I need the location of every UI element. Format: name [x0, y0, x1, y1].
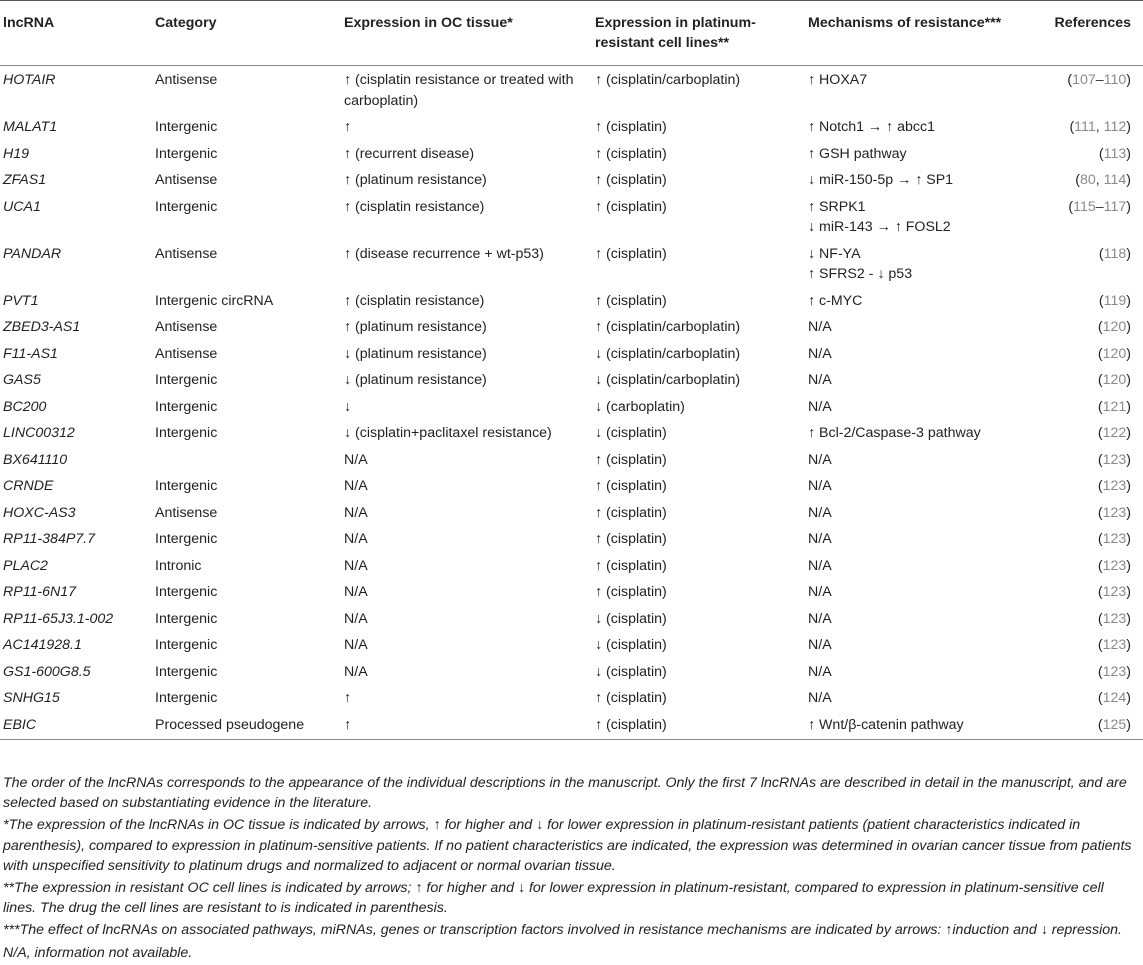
cell-mechanism: [805, 113, 1039, 140]
cell-category: Antisense: [155, 319, 218, 335]
cell-mechanism: [805, 66, 1039, 114]
mechanism-line: N/A: [808, 610, 832, 627]
cell-category: Intergenic: [155, 145, 218, 162]
cell-expression-tissue: ↑ (cisplatin resistance): [344, 198, 485, 215]
reference-separator: –: [1095, 198, 1104, 215]
cell-lncrna-name: HOTAIR: [3, 72, 56, 88]
table-row: [0, 631, 1143, 658]
cell-references: (113): [1098, 145, 1131, 162]
cell-lncrna-name: CRNDE: [3, 478, 54, 494]
table-row: [0, 166, 1143, 193]
cell-category: Intergenic circRNA: [155, 292, 274, 309]
table-row: [0, 240, 1143, 287]
cell-mechanism: [805, 446, 1039, 473]
mechanism-line: N/A: [808, 319, 832, 335]
cell-expression-tissue: ↑ (cisplatin resistance or treated with carboplatin): [344, 72, 574, 109]
mechanism-line: ↑ Bcl-2/Caspase-3 pathway: [808, 425, 981, 441]
cell-lncrna-name: GAS5: [3, 372, 41, 388]
mechanism-line: ↑ SRPK1: [808, 198, 866, 215]
cell-category: Intergenic: [155, 478, 218, 494]
cell-category: Processed pseudogene: [155, 716, 305, 733]
cell-category: Intergenic: [155, 198, 218, 215]
cell-mechanism: [805, 552, 1039, 579]
cell-expression-tissue: ↑: [344, 690, 352, 706]
cell-references: (107–110): [1067, 72, 1131, 88]
cell-category: Antisense: [155, 504, 218, 521]
footnote: ***The effect of lncRNAs on associated pathways, miRNAs, genes or transcription factors involved in resistance mechanisms are indicated by arrows: ↑induction and ↓ repression.: [3, 922, 1122, 939]
cell-expression-cell-lines: ↑ (cisplatin): [595, 531, 667, 547]
mechanism-line: N/A: [808, 451, 832, 468]
cell-expression-cell-lines: ↑ (cisplatin): [595, 690, 667, 706]
cell-references: (123): [1097, 637, 1131, 653]
header-mechanisms: Mechanisms of resistance***: [808, 15, 1002, 31]
table-row: [0, 313, 1143, 340]
reference-link[interactable]: 123: [1102, 531, 1127, 547]
table-row: [0, 193, 1143, 240]
table-row: [0, 578, 1143, 605]
reference-link[interactable]: 124: [1102, 690, 1127, 706]
header-expression-tissue: Expression in OC tissue*: [344, 15, 513, 31]
cell-expression-cell-lines: ↑ (cisplatin): [595, 478, 667, 494]
cell-expression-tissue: N/A: [344, 610, 368, 627]
header-category: Category: [155, 15, 217, 31]
cell-mechanism: [805, 313, 1039, 340]
cell-lncrna-name: ZBED3-AS1: [3, 319, 81, 335]
cell-category: Intergenic: [155, 690, 218, 706]
cell-lncrna-name: RP11-65J3.1-002: [3, 610, 114, 627]
footnote: The order of the lncRNAs corresponds to the appearance of the individual descriptions in the manuscript. Only the first 7 lncRNAs are described in detail in the manuscript, and are selected based on substantiating evidence in the literature.: [3, 775, 1127, 812]
cell-lncrna-name: BC200: [3, 398, 47, 415]
reference-link[interactable]: 111: [1074, 119, 1096, 135]
cell-expression-cell-lines: ↓ (cisplatin): [595, 637, 667, 653]
cell-mechanism: [805, 658, 1039, 685]
reference-link[interactable]: 123: [1102, 584, 1127, 600]
mechanism-line: ↑ HOXA7: [808, 72, 868, 88]
cell-lncrna-name: AC141928.1: [3, 637, 82, 653]
cell-references: (120): [1097, 319, 1131, 335]
cell-expression-tissue: N/A: [344, 478, 368, 494]
cell-expression-cell-lines: ↑ (cisplatin): [595, 584, 667, 600]
table-row: [0, 605, 1143, 632]
reference-link[interactable]: 112: [1103, 119, 1127, 135]
cell-expression-cell-lines: ↑ (cisplatin/carboplatin): [595, 72, 741, 88]
cell-lncrna-name: SNHG15: [3, 690, 60, 706]
cell-lncrna-name: ZFAS1: [3, 172, 47, 188]
cell-category: Intergenic: [155, 584, 218, 600]
reference-link[interactable]: 123: [1102, 504, 1127, 521]
mechanism-line: ↓ miR-143 → ↑ FOSL2: [808, 219, 951, 235]
table-row: [0, 711, 1143, 740]
table-row: [0, 658, 1143, 685]
cell-references: (124): [1097, 690, 1131, 706]
cell-references: (121): [1097, 398, 1131, 415]
header-row: [0, 1, 1143, 66]
cell-references: (123): [1097, 451, 1131, 468]
reference-link[interactable]: 123: [1102, 610, 1127, 627]
cell-mechanism: [805, 631, 1039, 658]
mechanism-line: ↑ SFRS2 - ↓ p53: [808, 266, 913, 282]
cell-lncrna-name: MALAT1: [3, 119, 58, 135]
cell-category: [152, 446, 341, 473]
table-row: [0, 419, 1143, 446]
cell-expression-tissue: ↑ (recurrent disease): [344, 145, 475, 162]
cell-references: (122): [1097, 425, 1131, 441]
cell-references: (123): [1097, 557, 1131, 574]
mechanism-line: N/A: [808, 690, 832, 706]
cell-references: (118): [1098, 245, 1131, 262]
footnote: **The expression in resistant OC cell lines is indicated by arrows; ↑ for higher and ↓ for lower expression in platinum-resistant, compared to expression in platinum-sensitive cell lines. The drug the cell lines are resistant to is indicated in parenthesis.: [3, 880, 1104, 917]
reference-separator: ,: [1095, 172, 1104, 188]
cell-mechanism: [805, 393, 1039, 420]
cell-expression-tissue: N/A: [344, 637, 368, 653]
cell-expression-tissue: ↑ (disease recurrence + wt-p53): [344, 245, 544, 262]
cell-expression-tissue: ↓: [344, 398, 352, 415]
mechanism-line: N/A: [808, 345, 832, 362]
reference-link[interactable]: 123: [1102, 478, 1127, 494]
cell-expression-tissue: ↑: [344, 716, 352, 733]
reference-link[interactable]: 114: [1103, 172, 1127, 188]
reference-link[interactable]: 121: [1102, 398, 1127, 415]
cell-category: Intergenic: [155, 663, 218, 680]
table-row: [0, 684, 1143, 711]
cell-mechanism: [805, 472, 1039, 499]
cell-expression-cell-lines: ↑ (cisplatin): [595, 172, 667, 188]
cell-mechanism: [805, 240, 1039, 287]
cell-expression-tissue: ↑ (platinum resistance): [344, 319, 487, 335]
cell-lncrna-name: H19: [3, 145, 30, 162]
cell-category: Antisense: [155, 172, 218, 188]
reference-link[interactable]: 120: [1102, 372, 1127, 388]
reference-link[interactable]: 113: [1103, 145, 1127, 162]
cell-expression-cell-lines: ↑ (cisplatin): [595, 145, 667, 162]
cell-category: Intergenic: [155, 610, 218, 627]
cell-expression-cell-lines: ↑ (cisplatin): [595, 292, 667, 309]
mechanism-line: N/A: [808, 398, 832, 415]
reference-link[interactable]: 122: [1102, 425, 1127, 441]
reference-link[interactable]: 107: [1072, 72, 1096, 88]
cell-category: Intergenic: [155, 119, 218, 135]
table-row: [0, 287, 1143, 314]
mechanism-line: ↑ Notch1 → ↑ abcc1: [808, 119, 935, 135]
cell-lncrna-name: RP11-384P7.7: [3, 531, 96, 547]
reference-separator: ,: [1095, 119, 1104, 135]
reference-link[interactable]: 80: [1079, 172, 1096, 188]
mechanism-line: N/A: [808, 478, 832, 494]
cell-lncrna-name: HOXC-AS3: [3, 504, 76, 521]
table-header: [0, 1, 1143, 66]
header-lncrna: lncRNA: [3, 15, 55, 31]
cell-expression-tissue: ↓ (platinum resistance): [344, 345, 487, 362]
cell-lncrna-name: BX641110: [3, 451, 68, 468]
cell-expression-cell-lines: ↑ (cisplatin): [595, 451, 667, 468]
table-body: [0, 66, 1143, 740]
table-row: [0, 140, 1143, 167]
reference-link[interactable]: 118: [1103, 245, 1127, 262]
mechanism-line: ↑ GSH pathway: [808, 145, 907, 162]
mechanism-line: N/A: [808, 584, 832, 600]
reference-link[interactable]: 117: [1103, 198, 1127, 215]
cell-expression-cell-lines: ↑ (cisplatin): [595, 557, 667, 574]
cell-expression-cell-lines: ↓ (carboplatin): [595, 398, 685, 415]
cell-expression-cell-lines: ↑ (cisplatin): [595, 198, 667, 215]
reference-separator: –: [1095, 72, 1104, 88]
cell-mechanism: [805, 605, 1039, 632]
table-row: [0, 340, 1143, 367]
cell-expression-cell-lines: ↑ (cisplatin): [595, 119, 667, 135]
mechanism-line: ↑ c-MYC: [808, 292, 863, 309]
footnote: N/A, information not available.: [3, 944, 193, 961]
cell-lncrna-name: GS1-600G8.5: [3, 663, 91, 680]
cell-references: (123): [1097, 663, 1131, 680]
cell-lncrna-name: EBIC: [3, 716, 37, 733]
reference-link[interactable]: 115: [1073, 198, 1096, 215]
cell-mechanism: [805, 578, 1039, 605]
cell-mechanism: [805, 340, 1039, 367]
cell-references: (80, 114): [1075, 172, 1131, 188]
cell-expression-tissue: N/A: [344, 557, 368, 574]
cell-references: (123): [1097, 610, 1131, 627]
cell-category: Intronic: [155, 557, 202, 574]
cell-expression-tissue: N/A: [344, 451, 368, 468]
cell-lncrna-name: PVT1: [3, 292, 39, 309]
mechanism-line: N/A: [808, 372, 832, 388]
cell-expression-tissue: ↓ (platinum resistance): [344, 372, 487, 388]
cell-lncrna-name: PLAC2: [3, 557, 48, 574]
cell-references: (115–117): [1068, 198, 1131, 215]
table-row: [0, 499, 1143, 526]
table-row: [0, 446, 1143, 473]
table-row: [0, 552, 1143, 579]
mechanism-line: ↓ miR-150-5p → ↑ SP1: [808, 172, 954, 188]
cell-expression-tissue: ↑: [344, 119, 352, 135]
table-row: [0, 525, 1143, 552]
mechanism-line: N/A: [808, 663, 832, 680]
cell-references: (125): [1097, 716, 1131, 733]
cell-expression-cell-lines: ↓ (cisplatin): [595, 663, 667, 680]
cell-expression-cell-lines: ↓ (cisplatin): [595, 425, 667, 441]
cell-expression-cell-lines: ↓ (cisplatin): [595, 610, 667, 627]
header-references: References: [1054, 15, 1131, 31]
table-row: [0, 113, 1143, 140]
reference-link[interactable]: 120: [1102, 345, 1127, 362]
cell-mechanism: [805, 684, 1039, 711]
reference-link[interactable]: 123: [1102, 557, 1127, 574]
reference-link[interactable]: 125: [1102, 716, 1127, 733]
reference-link[interactable]: 120: [1102, 319, 1127, 335]
cell-expression-cell-lines: ↓ (cisplatin/carboplatin): [595, 345, 741, 362]
mechanism-line: N/A: [808, 557, 832, 574]
cell-lncrna-name: PANDAR: [3, 245, 62, 262]
cell-expression-tissue: N/A: [344, 584, 368, 600]
cell-mechanism: [805, 499, 1039, 526]
mechanism-line: ↑ Wnt/β-catenin pathway: [808, 716, 964, 733]
cell-mechanism: [805, 711, 1039, 740]
header-expression-cell-lines: Expression in platinum-resistant cell lines**: [595, 15, 756, 51]
cell-expression-cell-lines: ↓ (cisplatin/carboplatin): [595, 372, 741, 388]
reference-link[interactable]: 119: [1103, 292, 1127, 309]
cell-category: Intergenic: [155, 425, 218, 441]
table-row: [0, 66, 1143, 114]
cell-references: (123): [1097, 504, 1131, 521]
cell-expression-cell-lines: ↑ (cisplatin): [595, 504, 667, 521]
cell-category: Intergenic: [155, 398, 218, 415]
cell-expression-cell-lines: ↑ (cisplatin): [595, 245, 667, 262]
cell-expression-tissue: N/A: [344, 504, 368, 521]
reference-link[interactable]: 123: [1102, 663, 1127, 680]
mechanism-line: N/A: [808, 504, 832, 521]
reference-link[interactable]: 123: [1102, 637, 1127, 653]
cell-references: (119): [1098, 292, 1131, 309]
cell-references: (120): [1097, 372, 1131, 388]
cell-mechanism: [805, 525, 1039, 552]
cell-references: (123): [1097, 584, 1131, 600]
table-row: [0, 472, 1143, 499]
cell-references: (120): [1097, 345, 1131, 362]
cell-category: Intergenic: [155, 372, 218, 388]
cell-expression-tissue: N/A: [344, 663, 368, 680]
cell-category: Antisense: [155, 245, 218, 262]
cell-mechanism: [805, 419, 1039, 446]
footnote: *The expression of the lncRNAs in OC tissue is indicated by arrows, ↑ for higher and ↓ for lower expression in platinum-resistant patients (patient characteristics indicated in parenthesis), compared to expression in platinum-sensitive patients. If no patient characteristics are indicated, the expression was determined in ovarian cancer tissue from patients with unspecified sensitivity to platinum drugs and normalized to adjacent or normal ovarian tissue.: [3, 817, 1132, 874]
cell-lncrna-name: RP11-6N17: [3, 584, 77, 600]
cell-mechanism: [805, 366, 1039, 393]
cell-mechanism: [805, 287, 1039, 314]
cell-lncrna-name: F11-AS1: [3, 345, 58, 362]
reference-link[interactable]: 123: [1102, 451, 1127, 468]
cell-expression-cell-lines: ↑ (cisplatin/carboplatin): [595, 319, 741, 335]
mechanism-line: N/A: [808, 531, 832, 547]
cell-lncrna-name: UCA1: [3, 198, 41, 215]
cell-expression-tissue: ↑ (cisplatin resistance): [344, 292, 485, 309]
mechanism-line: N/A: [808, 637, 832, 653]
cell-category: Antisense: [155, 345, 218, 362]
cell-references: (123): [1097, 531, 1131, 547]
cell-mechanism: [805, 193, 1039, 240]
cell-expression-tissue: N/A: [344, 531, 368, 547]
cell-category: Intergenic: [155, 531, 218, 547]
cell-category: Intergenic: [155, 637, 218, 653]
cell-category: Antisense: [155, 72, 218, 88]
cell-expression-tissue: ↑ (platinum resistance): [344, 172, 487, 188]
cell-expression-cell-lines: ↑ (cisplatin): [595, 716, 667, 733]
cell-mechanism: [805, 140, 1039, 167]
cell-mechanism: [805, 166, 1039, 193]
mechanism-line: ↓ NF-YA: [808, 245, 861, 262]
table-footnotes: [3, 773, 1139, 965]
cell-references: (111, 112): [1069, 119, 1131, 135]
table-row: [0, 366, 1143, 393]
cell-references: (123): [1097, 478, 1131, 494]
table-row: [0, 393, 1143, 420]
cell-lncrna-name: LINC00312: [3, 425, 75, 441]
cell-expression-tissue: ↓ (cisplatin+paclitaxel resistance): [344, 425, 552, 441]
reference-link[interactable]: 110: [1103, 72, 1127, 88]
